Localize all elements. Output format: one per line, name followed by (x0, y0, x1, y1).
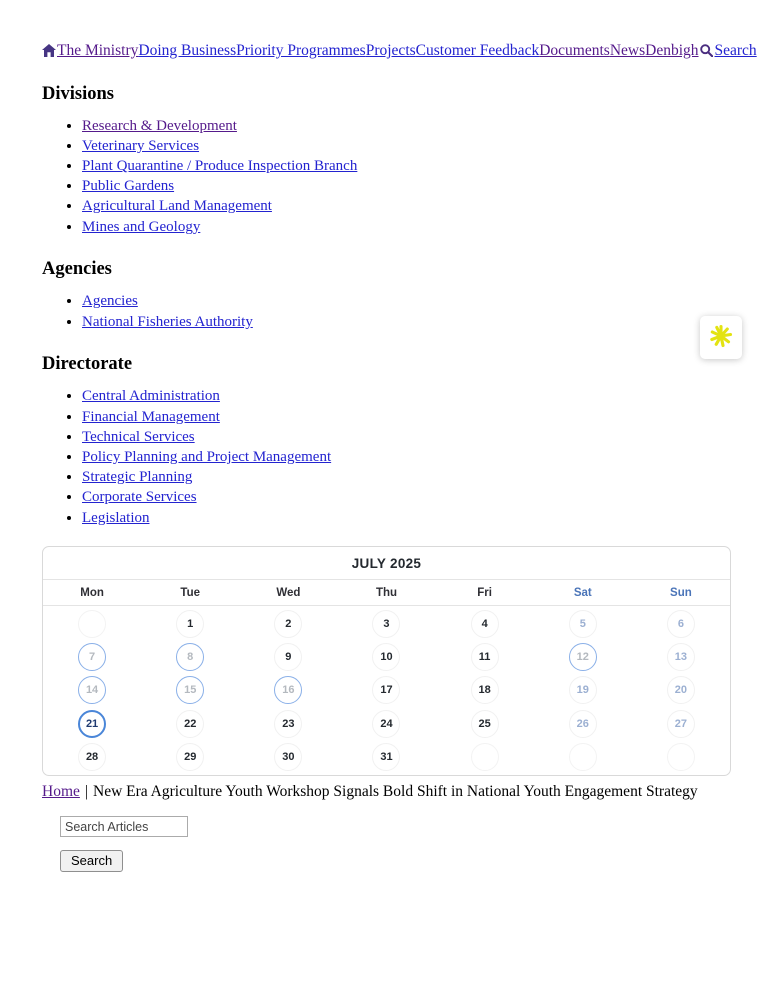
day-number: 8 (187, 651, 194, 664)
calendar-cell (239, 676, 337, 704)
breadcrumb-separator: | (84, 783, 88, 801)
link-plant-quarantine-produce-inspection-branch[interactable]: Plant Quarantine / Produce Inspection Branch (82, 158, 358, 175)
day-number: 30 (282, 750, 295, 763)
list-item (82, 489, 731, 506)
calendar-day-28 (78, 743, 106, 771)
nav-link-documents[interactable]: Documents (539, 42, 610, 59)
calendar-header-thu: Thu (375, 586, 398, 599)
calendar-cell (534, 610, 632, 638)
calendar-day-1 (176, 610, 204, 638)
calendar-day-10 (372, 643, 400, 671)
calendar-cell (43, 643, 141, 671)
calendar-cell (239, 610, 337, 638)
calendar-cell (632, 710, 730, 738)
calendar-header-fri: Fri (477, 586, 492, 599)
day-number: 19 (576, 684, 589, 697)
list-item (82, 510, 731, 527)
day-number: 17 (380, 684, 393, 697)
calendar-day-29 (176, 743, 204, 771)
calendar-cell (632, 610, 730, 638)
calendar-cell (239, 643, 337, 671)
nav-link-search[interactable]: Search (714, 42, 757, 59)
day-number: 1 (187, 617, 194, 630)
calendar-day-30 (274, 743, 302, 771)
nav-link-news[interactable]: News (609, 42, 646, 59)
search-articles-input[interactable] (60, 816, 188, 837)
calendar-cell (141, 676, 239, 704)
day-number: 27 (674, 717, 688, 730)
nav-link-priority-programmes[interactable]: Priority Programmes (236, 42, 366, 59)
breadcrumb-home-link[interactable]: Home (42, 783, 80, 801)
calendar-day-6 (667, 610, 695, 638)
calendar-day-empty (78, 610, 106, 638)
calendar-day-18 (471, 676, 499, 704)
calendar-day-9 (274, 643, 302, 671)
nav-link-customer-feedback[interactable]: Customer Feedback (415, 42, 540, 59)
day-number: 9 (285, 651, 292, 664)
day-number: 3 (383, 617, 390, 630)
calendar-day-empty (667, 743, 695, 771)
link-veterinary-services[interactable]: Veterinary Services (82, 137, 200, 154)
day-number: 26 (576, 717, 589, 730)
nav-link-doing-business[interactable]: Doing Business (138, 42, 237, 59)
calendar-day-2 (274, 610, 302, 638)
calendar-cell (436, 676, 534, 704)
day-number: 10 (380, 651, 393, 664)
calendar-cell (141, 643, 239, 671)
day-number: 6 (677, 617, 684, 630)
calendar-cell (43, 710, 141, 738)
calendar-cell (141, 710, 239, 738)
calendar-header-mon: Mon (80, 586, 104, 599)
calendar-day-headers (43, 580, 730, 606)
link-legislation[interactable]: Legislation (82, 509, 150, 526)
calendar-cell (141, 743, 239, 771)
calendar-day-4 (471, 610, 499, 638)
list-item (82, 449, 731, 466)
calendar-cell (436, 610, 534, 638)
calendar-cell (337, 643, 435, 671)
section-heading-divisions: Divisions (42, 83, 114, 104)
link-policy-planning-and-project-management[interactable]: Policy Planning and Project Management (82, 449, 332, 465)
calendar-cell (337, 676, 435, 704)
list-item (82, 158, 731, 175)
link-corporate-services[interactable]: Corporate Services (82, 489, 197, 506)
link-strategic-planning[interactable]: Strategic Planning (82, 469, 193, 486)
calendar-day-empty (569, 743, 597, 771)
list-item (82, 198, 731, 215)
calendar-cell (337, 743, 435, 771)
day-number: 21 (85, 717, 99, 730)
day-number: 29 (184, 750, 197, 763)
calendar-cell (436, 710, 534, 738)
calendar-header-wed: Wed (276, 586, 301, 599)
link-agricultural-land-management[interactable]: Agricultural Land Management (82, 198, 272, 215)
list-item (82, 314, 731, 331)
calendar-cell (141, 610, 239, 638)
calendar-cell (632, 643, 730, 671)
search-articles-button[interactable]: Search (60, 850, 123, 872)
calendar-day-11 (471, 643, 499, 671)
calendar-day-31 (372, 743, 400, 771)
calendar-week-row (43, 607, 730, 640)
calendar-day-12[interactable] (569, 643, 597, 671)
search-icon (700, 44, 713, 63)
day-number: 18 (478, 684, 491, 697)
day-number: 14 (85, 684, 99, 697)
link-sections (42, 84, 731, 527)
article-search-form (60, 816, 731, 837)
list-item (82, 118, 731, 135)
list-item (82, 469, 731, 486)
calendar-day-26 (569, 710, 597, 738)
day-number: 11 (478, 651, 491, 664)
nav-search (699, 42, 757, 63)
calendar-day-16[interactable] (274, 676, 302, 704)
section-heading-directorate: Directorate (42, 354, 133, 375)
calendar-cell (43, 676, 141, 704)
calendar-day-23 (274, 710, 302, 738)
calendar-cell (534, 676, 632, 704)
day-number: 12 (576, 651, 589, 664)
list-item (82, 138, 731, 155)
calendar-day-21[interactable] (78, 710, 106, 738)
calendar-day-17 (372, 676, 400, 704)
top-nav (42, 0, 757, 63)
list-item (82, 219, 731, 236)
calendar-day-7[interactable] (78, 643, 106, 671)
list-item (82, 409, 731, 426)
calendar-week-row (43, 707, 730, 740)
calendar-title: JULY 2025 (43, 547, 730, 580)
day-number: 31 (380, 750, 393, 763)
calendar-day-15[interactable] (176, 676, 204, 704)
calendar-day-8[interactable] (176, 643, 204, 671)
accessibility-widget-button[interactable] (700, 316, 742, 359)
calendar-day-25 (471, 710, 499, 738)
day-number: 25 (478, 717, 491, 730)
calendar-header-tue: Tue (180, 586, 200, 599)
day-number: 28 (85, 750, 99, 763)
calendar-cell (43, 743, 141, 771)
calendar-cell (632, 743, 730, 771)
calendar-day-14[interactable] (78, 676, 106, 704)
link-financial-management[interactable]: Financial Management (82, 408, 220, 425)
section-list-agencies (42, 293, 731, 330)
calendar-day-3 (372, 610, 400, 638)
calendar-day-20 (667, 676, 695, 704)
day-number: 16 (282, 684, 295, 697)
calendar-cell (534, 743, 632, 771)
day-number: 5 (579, 617, 586, 630)
section-heading-agencies: Agencies (42, 259, 112, 280)
link-research-development[interactable]: Research & Development (82, 117, 237, 134)
breadcrumb-page-title: New Era Agriculture Youth Workshop Signals Bold Shift in National Youth Engagement Strategy (93, 783, 698, 801)
calendar-week-row (43, 740, 730, 773)
calendar-cell (239, 710, 337, 738)
calendar-week-row (43, 674, 730, 707)
link-agencies[interactable]: Agencies (82, 293, 138, 310)
link-public-gardens[interactable]: Public Gardens (82, 178, 175, 195)
nav-link-denbigh[interactable]: Denbigh (645, 42, 699, 59)
day-number: 15 (184, 684, 197, 697)
link-central-administration[interactable]: Central Administration (82, 388, 220, 405)
calendar-cell (436, 743, 534, 771)
list-item (82, 429, 731, 446)
breadcrumb (42, 783, 731, 801)
day-number: 4 (481, 617, 488, 630)
calendar-cell (534, 643, 632, 671)
calendar-day-13 (667, 643, 695, 671)
day-number: 20 (674, 684, 688, 697)
calendar-header-sat: Sat (573, 586, 592, 599)
calendar-cell (239, 743, 337, 771)
events-calendar (42, 546, 731, 776)
section-list-divisions (42, 118, 731, 236)
calendar-grid (43, 606, 730, 775)
section-list-directorate (42, 388, 731, 526)
list-item (82, 388, 731, 405)
link-national-fisheries-authority[interactable]: National Fisheries Authority (82, 313, 253, 330)
calendar-week-row (43, 641, 730, 674)
list-item (82, 293, 731, 310)
day-number: 13 (674, 651, 688, 664)
day-number: 24 (380, 717, 393, 730)
calendar-cell (43, 610, 141, 638)
home-icon[interactable] (42, 44, 56, 63)
calendar-cell (337, 710, 435, 738)
day-number: 2 (285, 617, 292, 630)
calendar-day-24 (372, 710, 400, 738)
calendar-day-19 (569, 676, 597, 704)
calendar-cell (436, 643, 534, 671)
nav-link-the-ministry[interactable]: The Ministry (57, 42, 139, 59)
calendar-day-5 (569, 610, 597, 638)
calendar-day-27 (667, 710, 695, 738)
calendar-cell (337, 610, 435, 638)
calendar-header-sun: Sun (670, 586, 692, 599)
day-number: 23 (282, 717, 295, 730)
day-number: 22 (184, 717, 197, 730)
calendar-day-22 (176, 710, 204, 738)
list-item (82, 178, 731, 195)
link-mines-and-geology[interactable]: Mines and Geology (82, 218, 201, 235)
nav-link-projects[interactable]: Projects (365, 42, 416, 59)
calendar-cell (534, 710, 632, 738)
link-technical-services[interactable]: Technical Services (82, 428, 195, 445)
calendar-day-empty (471, 743, 499, 771)
asterisk-icon (708, 323, 734, 352)
day-number: 7 (89, 651, 96, 664)
calendar-cell (632, 676, 730, 704)
